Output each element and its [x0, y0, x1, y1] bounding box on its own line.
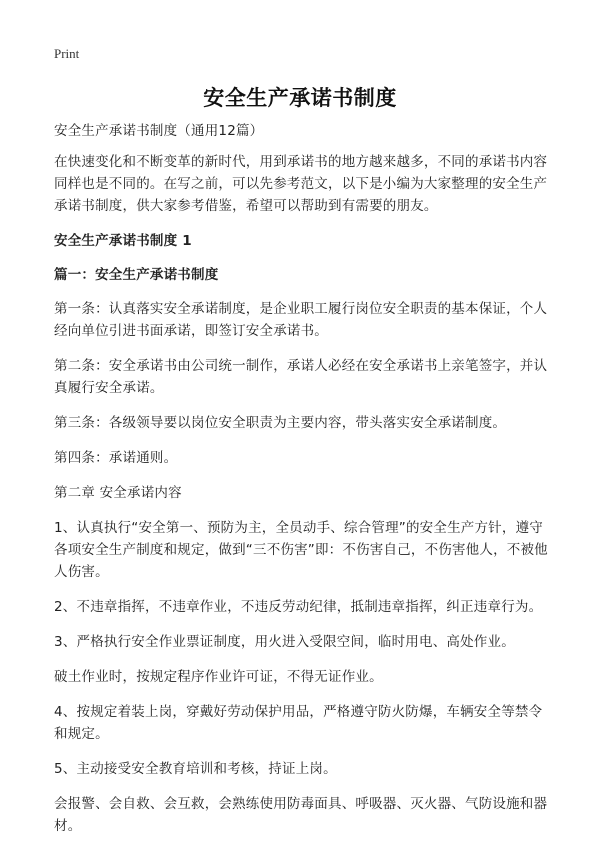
print-link[interactable]: Print: [54, 46, 80, 61]
promise-item-3-note: 破土作业时，按规定程序作业许可证，不得无证作业。: [54, 669, 383, 685]
document-body: [54, 120, 548, 850]
section-heading: 安全生产承诺书制度 1: [54, 233, 192, 249]
promise-item-5-note: 会报警、会自救、会互救，会熟练使用防毒面具、呼吸器、灭火器、气防设施和器材。: [54, 796, 548, 834]
promise-item-4: 4、按规定着装上岗，穿戴好劳动保护用品，严格遵守防火防爆，车辆安全等禁令和规定。: [54, 704, 543, 742]
promise-item-2: 2、不违章指挥，不违章作业，不违反劳动纪律，抵制违章指挥，纠正违章行为。: [54, 599, 543, 615]
intro-paragraph: 在快速变化和不断变革的新时代，用到承诺书的地方越来越多，不同的承诺书内容同样也是不同的。在写之前，可以先参考范文，以下是小编为大家整理的安全生产承诺书制度，供大家参考借鉴，希望可以帮助到有需要的朋友。: [54, 154, 548, 214]
page-title: 安全生产承诺书制度: [203, 86, 397, 110]
document-subtitle: 安全生产承诺书制度（通用12篇）: [54, 123, 264, 139]
promise-item-5: 5、主动接受安全教育培训和考核，持证上岗。: [54, 761, 337, 777]
chapter-heading: 篇一：安全生产承诺书制度: [54, 267, 219, 283]
promise-item-3: 3、严格执行安全作业票证制度，用火进入受限空间，临时用电、高处作业。: [54, 634, 515, 650]
article-3: 第三条：各级领导要以岗位安全职责为主要内容，带头落实安全承诺制度。: [54, 415, 507, 431]
chapter-2-title: 第二章 安全承诺内容: [54, 485, 182, 501]
article-2: 第二条：安全承诺书由公司统一制作，承诺人必经在安全承诺书上亲笔签字，并认真履行安全承诺。: [54, 358, 548, 396]
promise-item-1: 1、认真执行“安全第一、预防为主，全员动手、综合管理”的安全生产方针，遵守各项安全生产制度和规定，做到“三不伤害”即：不伤害自己，不伤害他人，不被他人伤害。: [54, 520, 548, 580]
article-4: 第四条：承诺通则。: [54, 450, 178, 466]
article-1: 第一条：认真落实安全承诺制度，是企业职工履行岗位安全职责的基本保证，个人经向单位引进书面承诺，即签订安全承诺书。: [54, 301, 548, 339]
